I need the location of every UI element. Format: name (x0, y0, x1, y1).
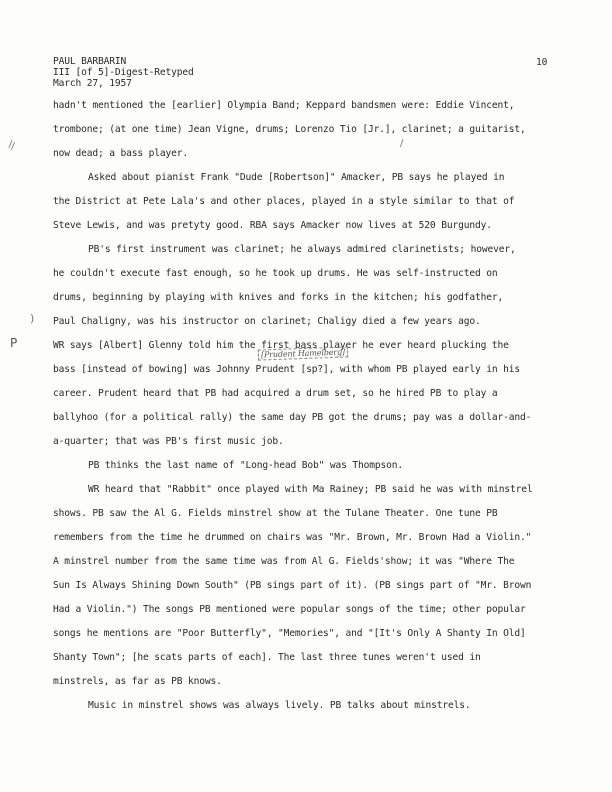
text-line: now dead; a bass player. (53, 148, 189, 159)
text-line: shows. PB saw the Al G. Fields minstrel show at the Tulane Theater. One tune PB (53, 508, 498, 519)
text-line: A minstrel number from the same time was from Al G. Fields'show; it was "Where The (53, 556, 515, 567)
text-line: bass [instead of bowing] was Johnny Prudent [sp?], with whom PB played early in his (53, 364, 520, 375)
text-line: Sun Is Always Shining Down South" (PB sings part of it). (PB sings part of "Mr. Brown (53, 580, 532, 591)
text-line: Shanty Town"; [he scats parts of each]. The last three tunes weren't used in (53, 652, 481, 663)
text-line: he couldn't execute fast enough, so he took up drums. He was self-instructed on (53, 268, 498, 279)
header-name: PAUL BARBARIN (53, 56, 127, 67)
header-reel: III [of 5]-Digest-Retyped (53, 67, 194, 78)
text-line: PB's first instrument was clarinet; he always admired clarinetists; however, (88, 244, 516, 255)
margin-mark: P (10, 336, 18, 350)
text-line: minstrels, as far as PB knows. (53, 676, 222, 687)
text-line: Music in minstrel shows was always lively. PB talks about minstrels. (88, 700, 471, 711)
margin-mark: ) (30, 312, 35, 325)
text-line: Asked about pianist Frank "Dude [Robertson]" Amacker, PB says he played in (88, 172, 505, 183)
handwritten-annotation: [Prudent Hamelberg] (258, 346, 348, 360)
text-line: WR says [Albert] Glenny told him the first bass player he ever heard plucking the (53, 340, 509, 351)
text-line: hadn't mentioned the [earlier] Olympia Band; Keppard bandsmen were: Eddie Vincent, (53, 100, 515, 111)
text-line: a-quarter; that was PB's first music job. (53, 436, 284, 447)
scan-mark: \\ (5, 139, 18, 152)
text-line: career. Prudent heard that PB had acquired a drum set, so he hired PB to play a (53, 388, 498, 399)
text-line: Had a Violin.") The songs PB mentioned were popular songs of the time; other popular (53, 604, 526, 615)
text-line: Paul Chaligny, was his instructor on clarinet; Chaligy died a few years ago. (53, 316, 481, 327)
text-line: drums, beginning by playing with knives and forks in the kitchen; his godfather, (53, 292, 504, 303)
text-line: the District at Pete Lala's and other places, played in a style similar to that of (53, 196, 515, 207)
page-number: 10 (536, 57, 548, 68)
text-line: WR heard that "Rabbit" once played with Ma Rainey; PB said he was with minstrel (88, 484, 533, 495)
text-line: remembers from the time he drummed on chairs was "Mr. Brown, Mr. Brown Had a Violin." (53, 532, 532, 543)
text-line: trombone; (at one time) Jean Vigne, drums; Lorenzo Tio [Jr.], clarinet; a guitarist, (53, 124, 526, 135)
text-line: ballyhoo (for a political rally) the same day PB got the drums; pay was a dollar-and- (53, 412, 532, 423)
text-line: Steve Lewis, and was pretyty good. RBA says Amacker now lives at 520 Burgundy. (53, 220, 492, 231)
text-line: songs he mentions are "Poor Butterfly", "Memories", and "[It's Only A Shanty In Old] (53, 628, 526, 639)
header-date: March 27, 1957 (53, 78, 132, 89)
text-line: PB thinks the last name of "Long-head Bob" was Thompson. (88, 460, 404, 471)
margin-mark: / (400, 138, 404, 149)
